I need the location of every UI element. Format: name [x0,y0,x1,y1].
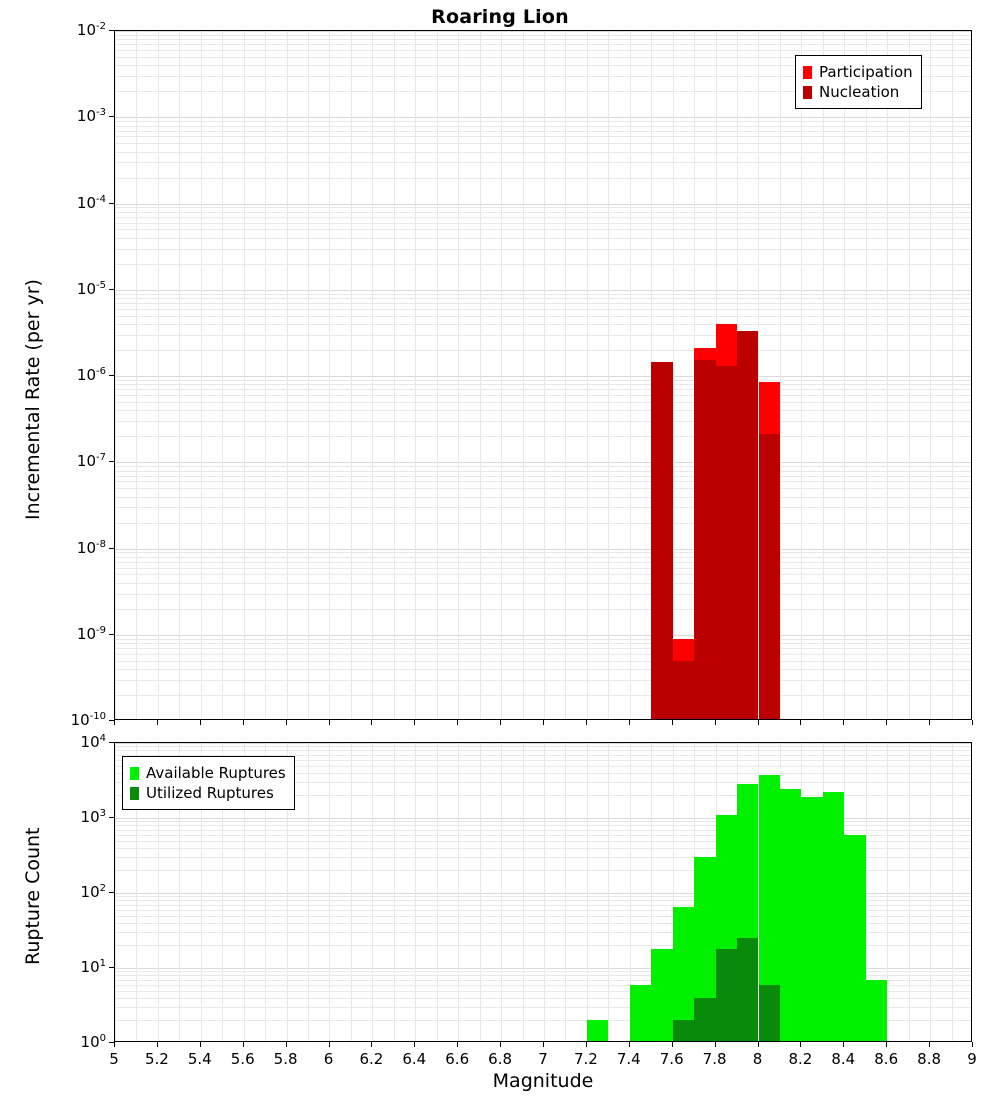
x-tick-mark [672,1042,673,1047]
x-tick-mark [286,1042,287,1047]
x-tick-label: 6.2 [359,1050,384,1068]
y-tick-label: $10^2$ [80,883,106,901]
legend-label-participation: Participation [819,63,913,81]
x-tick-mark [414,1042,415,1047]
x-tick-label: 6 [323,1050,334,1068]
y-tick-mark [109,548,114,549]
y-tick-label: $10^{-6}$ [76,366,106,384]
x-tick-mark [672,720,673,725]
bottom-y-axis-label: Rupture Count [22,827,44,965]
x-tick-mark [329,720,330,725]
x-tick-mark [843,720,844,725]
x-axis-label: Magnitude [492,1070,594,1092]
x-tick-mark [715,720,716,725]
x-tick-mark [843,1042,844,1047]
bar [651,362,672,719]
participation-swatch [803,66,812,79]
x-tick-mark [972,720,973,725]
bar [801,797,822,1041]
bar [673,661,694,719]
x-tick-mark [157,1042,158,1047]
x-tick-mark [200,720,201,725]
bar [673,1020,694,1041]
x-tick-mark [929,1042,930,1047]
x-tick-mark [758,1042,759,1047]
y-tick-label: $10^{-3}$ [76,107,106,126]
y-tick-label: $10^1$ [80,958,106,976]
x-tick-label: 7.2 [573,1050,598,1068]
x-tick-mark [886,1042,887,1047]
y-tick-mark [109,461,114,462]
y-tick-label: $10^{-8}$ [76,538,106,557]
x-tick-mark [800,1042,801,1047]
y-tick-mark [109,817,114,818]
bar [716,366,737,719]
bar [587,1020,608,1041]
legend-item-available-ruptures [130,763,286,783]
x-tick-mark [457,1042,458,1047]
x-tick-label: 5.2 [144,1050,169,1068]
x-tick-mark [886,720,887,725]
bar [780,789,801,1041]
x-tick-label: 8 [752,1050,763,1068]
x-tick-mark [758,720,759,725]
x-tick-label: 5.8 [273,1050,298,1068]
x-tick-label: 7.6 [659,1050,684,1068]
x-tick-mark [414,720,415,725]
available-ruptures-swatch [130,767,139,780]
bar [630,985,651,1041]
y-tick-mark [109,116,114,117]
x-tick-mark [457,720,458,725]
y-tick-label: $10^{-5}$ [76,279,106,298]
nucleation-swatch [803,86,812,99]
x-tick-mark [543,720,544,725]
legend-item-utilized-ruptures [130,783,286,803]
legend-label-utilized-ruptures: Utilized Ruptures [146,784,274,802]
y-tick-label: $10^{-7}$ [76,452,106,471]
y-tick-mark [109,634,114,635]
x-tick-label: 7 [538,1050,548,1068]
x-tick-mark [157,720,158,725]
x-tick-mark [500,1042,501,1047]
y-tick-mark [109,967,114,968]
bar [759,985,780,1041]
y-tick-label: $10^{-10}$ [70,711,106,729]
bar [737,331,758,719]
bar [716,949,737,1041]
x-tick-mark [243,720,244,725]
y-tick-mark [109,30,114,31]
y-tick-mark [109,742,114,743]
x-tick-mark [715,1042,716,1047]
bar [694,998,715,1041]
y-tick-mark [109,375,114,376]
legend-label-nucleation: Nucleation [819,83,900,101]
y-tick-mark [109,289,114,290]
x-tick-mark [371,720,372,725]
x-tick-mark [286,720,287,725]
x-tick-mark [543,1042,544,1047]
x-tick-label: 8.6 [874,1050,899,1068]
x-tick-label: 8.2 [788,1050,813,1068]
x-tick-mark [629,1042,630,1047]
x-tick-mark [586,1042,587,1047]
top-bars [115,31,971,719]
bar [737,938,758,1041]
x-tick-mark [800,720,801,725]
x-tick-mark [371,1042,372,1047]
x-tick-mark [929,720,930,725]
y-tick-mark [109,203,114,204]
x-tick-label: 5.6 [230,1050,255,1068]
x-tick-label: 5.4 [187,1050,212,1068]
x-tick-mark [243,1042,244,1047]
x-tick-label: 8.8 [917,1050,942,1068]
x-tick-label: 6.4 [402,1050,427,1068]
bottom-legend [122,756,295,810]
top-legend [795,55,922,109]
x-tick-mark [114,1042,115,1047]
y-tick-mark [109,892,114,893]
legend-label-available-ruptures: Available Ruptures [146,764,286,782]
x-tick-mark [329,1042,330,1047]
x-tick-mark [200,1042,201,1047]
utilized-ruptures-swatch [130,787,139,800]
x-tick-mark [629,720,630,725]
y-tick-label: $10^{-9}$ [76,624,106,643]
chart-title: Roaring Lion [431,6,569,28]
legend-item-nucleation [803,82,913,102]
x-tick-mark [972,1042,973,1047]
y-tick-label: $10^{-2}$ [76,21,106,39]
x-tick-label: 6.8 [488,1050,513,1068]
incremental-rate-plot [114,30,972,720]
y-tick-label: $10^4$ [80,733,106,751]
y-tick-label: $10^{-4}$ [76,193,106,212]
bar [866,980,887,1041]
top-y-axis-label: Incremental Rate (per yr) [22,279,44,520]
x-tick-label: 5 [109,1050,119,1068]
x-tick-label: 7.4 [616,1050,641,1068]
legend-item-participation [803,62,913,82]
bar [651,949,672,1041]
x-tick-mark [500,720,501,725]
x-tick-mark [114,720,115,725]
bar [694,360,715,719]
x-tick-label: 9 [967,1050,977,1068]
x-tick-mark [586,720,587,725]
bar [823,792,844,1041]
bar [844,835,865,1041]
bar [759,434,780,719]
x-tick-label: 7.8 [702,1050,727,1068]
y-tick-label: $10^3$ [80,808,106,826]
x-tick-label: 6.6 [445,1050,470,1068]
y-tick-label: $10^0$ [80,1033,106,1051]
x-tick-label: 8.4 [831,1050,856,1068]
